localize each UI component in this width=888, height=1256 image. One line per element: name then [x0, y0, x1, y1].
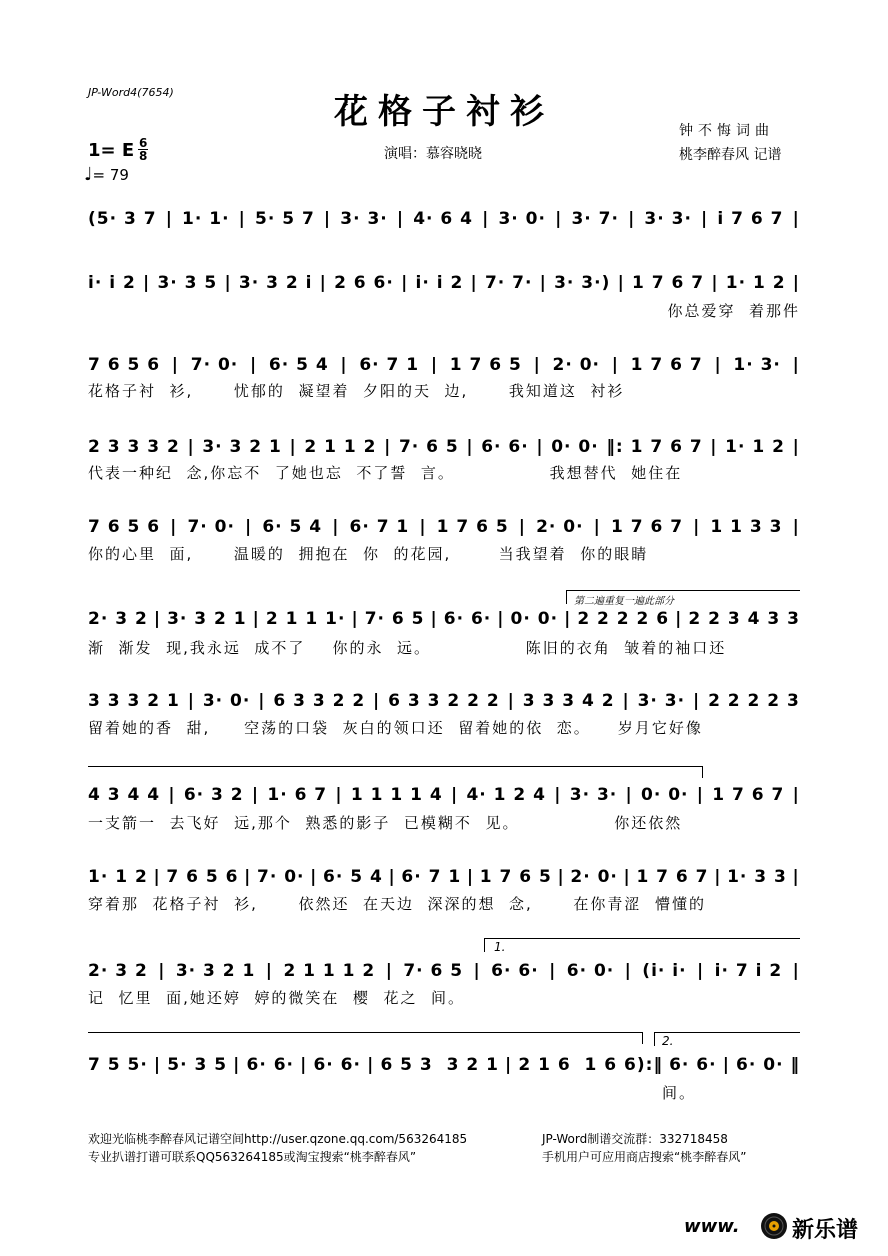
measure: 7 5 5·: [88, 1055, 148, 1075]
volta-1-bracket-continuation: [88, 1032, 642, 1033]
measure: 1· 1 2: [725, 437, 785, 457]
measure: 7· 0·: [190, 355, 239, 375]
measure: 1 7 6 7: [636, 867, 709, 887]
measure: 2 1 1 1·: [265, 609, 346, 629]
measure: 3· 7·: [571, 209, 619, 229]
measure: 6· 6·: [246, 1055, 294, 1075]
measure: 6· 5 4: [323, 867, 383, 887]
measure: 6· 5 4: [262, 517, 323, 537]
measure: 6· 5 4: [268, 355, 329, 375]
notation-line-2: i· i 2 | 3· 3 5 | 3· 3 2 i | 2 6 6· | i· i 2 | 7· 7· | 3· 3·) | 1 7 6 7 | 1· 1 2 |: [88, 273, 800, 293]
measure: 6 3 3 2 2: [273, 691, 366, 711]
lyric-line-10: 记 忆里 面,她还婷 婷的微笑在 樱 花之 间。: [88, 989, 465, 1007]
singer: 演唱：慕容晓晓: [384, 146, 482, 162]
measure: 6· 6·: [313, 1055, 361, 1075]
measure: 5· 5 7: [255, 209, 315, 229]
notation-line-9: 1· 1 2 | 7 6 5 6 | 7· 0· | 6· 5 4 | 6· 7 1 | 1 7 6 5 | 2· 0· | 1 7 6 7 | 1· 3 3 |: [88, 867, 800, 887]
measure: 3· 3 5: [157, 273, 218, 293]
tempo-mark: [84, 164, 129, 185]
lyric-line-2: 你总爱穿 着那件: [667, 302, 800, 320]
song-title: 花格子衬衫: [334, 92, 554, 132]
volta-1-tick: [484, 938, 485, 952]
measure: 1 7 6 7: [632, 273, 705, 293]
measure: 6· 7 1: [359, 355, 420, 375]
measure: i· i 2: [88, 273, 136, 293]
lyric-line-6: 渐 渐发 现,我永远 成不了 你的永 远。 陈旧的衣角 皱着的袖口还: [88, 639, 727, 657]
measure: 3· 3·: [569, 785, 618, 805]
volta-1-end: [642, 1032, 643, 1044]
measure: 6· 0·: [566, 961, 615, 981]
measure: 1 7 6 5: [479, 867, 552, 887]
measure: 6· 6·: [491, 961, 539, 981]
measure: 1 1 3 3: [710, 517, 783, 537]
measure: 2· 0·: [552, 355, 600, 375]
measure: 2 2 2 2 6: [577, 609, 670, 629]
brand-name: 新乐谱: [792, 1218, 859, 1243]
measure: 2 1 1 2: [304, 437, 377, 457]
notation-line-5: 7 6 5 6 | 7· 0· | 6· 5 4 | 6· 7 1 | 1 7 6 5 | 2· 0· | 1 7 6 7 | 1 1 3 3 |: [88, 517, 800, 537]
measure: 7· 6 5: [364, 609, 425, 629]
lyricist: 钟不悔词曲: [679, 123, 774, 139]
lyric-line-9: 穿着那 花格子衬 衫, 依然还 在天边 深深的想 念, 在你青涩 懵懂的: [88, 895, 706, 913]
measure: 7 6 5 6: [88, 517, 161, 537]
measure: 2 2 2 2 3: [708, 691, 800, 711]
notation-line-11: 7 5 5· | 5· 3 5 | 6· 6· | 6· 6· | 6 5 3 3 2 1 | 2 1 6 1 6 6):‖ 6· 6· | 6· 0· ‖: [88, 1055, 800, 1075]
measure: 4 3 4 4: [88, 785, 161, 805]
volta-2-tick: [654, 1032, 655, 1046]
measure: 6· 6·: [443, 609, 492, 629]
measure: 2· 0·: [536, 517, 584, 537]
measure: 3· 3·: [637, 691, 686, 711]
notation-line-10: 2· 3 2 | 3· 3 2 1 | 2 1 1 1 2 | 7· 6 5 | 6· 6· | 6· 0· | (i· i· | i· 7 i 2 |: [88, 961, 800, 981]
volta-1-bracket: [484, 938, 800, 939]
measure: 6· 7 1: [349, 517, 410, 537]
measure: 1· 1 2: [725, 273, 786, 293]
measure: 6· 6·: [481, 437, 529, 457]
measure: 7· 0·: [256, 867, 305, 887]
measure: 3 3 3 4 2: [522, 691, 615, 711]
measure: 2· 3 2: [88, 609, 148, 629]
measure: 2 1 1 1 2: [283, 961, 376, 981]
lyric-line-4: 代表一种纪 念,你忘不 了她也忘 不了誓 言。 我想替代 她住在: [88, 464, 683, 482]
repeat-label: 第二遍重复一遍此部分: [574, 596, 674, 607]
measure: i· 7 i 2: [714, 961, 783, 981]
measure: 1· 3 3: [727, 867, 787, 887]
measure: 0· 0·: [641, 785, 689, 805]
measure: 7· 6 5: [403, 961, 464, 981]
volta-2-label: 2.: [662, 1034, 674, 1048]
measure: (i· i·: [642, 961, 687, 981]
measure: 1 7 6 7: [610, 517, 684, 537]
measure: 2· 0·: [570, 867, 618, 887]
measure: 3 3 3 2 1: [88, 691, 180, 711]
measure: (5· 3 7: [88, 209, 157, 229]
measure: 3· 3 2 i: [238, 273, 313, 293]
measure: 1 7 6 7: [712, 785, 785, 805]
volta-2-bracket: [654, 1032, 800, 1033]
measure: 2 3 3 3 2: [88, 437, 180, 457]
volta-1-label: 1.: [494, 940, 506, 954]
measure: i 7 6 7: [717, 209, 784, 229]
transcriber: 桃李醉春风 记谱: [679, 147, 782, 163]
measure: 6· 3 2: [183, 785, 244, 805]
quarter-note-icon: ♩: [84, 164, 93, 185]
measure: 7 6 5 6: [166, 867, 239, 887]
notation-line-3: 7 6 5 6 | 7· 0· | 6· 5 4 | 6· 7 1 | 1 7 6 5 | 2· 0· | 1 7 6 7 | 1· 3· |: [88, 355, 800, 375]
tempo-value: = 79: [92, 166, 129, 184]
lyric-line-8: 一支箭一 去飞好 远,那个 熟悉的影子 已模糊不 见。 你还依然: [88, 814, 683, 832]
measure: 3· 0·: [202, 691, 251, 711]
notation-line-8: 4 3 4 4 | 6· 3 2 | 1· 6 7 | 1 1 1 1 4 | 4· 1 2 4 | 3· 3· | 0· 0· | 1 7 6 7 |: [88, 785, 800, 805]
measure: 7 6 5 6: [88, 355, 161, 375]
repeat-bracket: [566, 590, 800, 591]
measure: 3· 0·: [498, 209, 546, 229]
measure: 4· 6 4: [413, 209, 473, 229]
lyric-line-5: 你的心里 面, 温暖的 拥抱在 你 的花园, 当我望着 你的眼睛: [88, 545, 649, 563]
measure: 2 2 3 4 3 3: [688, 609, 800, 629]
measure: 1· 1·: [182, 209, 230, 229]
measure: 0· 0·: [510, 609, 559, 629]
measure: 1 1 1 1 4: [350, 785, 443, 805]
measure: 6· 7 1: [401, 867, 462, 887]
lyric-line-3: 花格子衬 衫, 忧郁的 凝望着 夕阳的天 边, 我知道这 衬衫: [88, 382, 625, 400]
measure: 7· 6 5: [398, 437, 459, 457]
measure: 6· 6·: [669, 1055, 717, 1075]
measure: i· i 2: [415, 273, 464, 293]
measure: 0· 0·: [551, 437, 599, 457]
measure: 3· 3 2 1: [202, 437, 282, 457]
measure: 2 1 6 1 6 6):‖: [518, 1055, 663, 1075]
measure: 2 6 6·: [334, 273, 394, 293]
measure: 1 7 6 5: [449, 355, 522, 375]
meter-bottom: 8: [139, 149, 148, 163]
footer-contact: 专业扒谱打谱可联系QQ563264185或淘宝搜索“桃李醉春风”: [88, 1150, 417, 1164]
notation-line-1: (5· 3 7 | 1· 1· | 5· 5 7 | 3· 3· | 4· 6 4 | 3· 0· | 3· 7· | 3· 3· | i 7 6 7 |: [88, 209, 800, 229]
measure: 1 7 6 5: [436, 517, 509, 537]
measure: ‖: 1 7 6 7: [606, 437, 703, 457]
key-signature: 1= E: [88, 140, 135, 161]
repeat-bracket-tick: [566, 590, 567, 604]
measure: 1 7 6 7: [630, 355, 703, 375]
notation-line-6: 2· 3 2 | 3· 3 2 1 | 2 1 1 1· | 7· 6 5 | 6· 6· | 0· 0· | 2 2 2 2 6 | 2 2 3 4 3 3: [88, 609, 800, 629]
measure: 3· 3·: [340, 209, 388, 229]
vinyl-record-icon: [760, 1212, 788, 1240]
brand-url: www.: [684, 1216, 740, 1237]
measure: 6 5 3 3 2 1: [380, 1055, 499, 1075]
measure: 6· 0· ‖: [736, 1055, 800, 1075]
footer-website: 欢迎光临桃李醉春风记谱空间http://user.qzone.qq.com/563264185: [88, 1132, 468, 1146]
ending-lyric: 间。: [662, 1084, 697, 1102]
measure: 7· 0·: [187, 517, 235, 537]
time-signature: [138, 137, 148, 162]
measure: 1· 6 7: [267, 785, 328, 805]
measure: 5· 3 5: [167, 1055, 228, 1075]
measure: 3· 3·: [644, 209, 692, 229]
measure: 1· 1 2: [88, 867, 148, 887]
app-label: JP-Word4(7654): [88, 86, 174, 99]
notation-line-7: 3 3 3 2 1 | 3· 0· | 6 3 3 2 2 | 6 3 3 2 2 2 | 3 3 3 4 2 | 3· 3· | 2 2 2 2 3: [88, 691, 800, 711]
measure: 7· 7·: [484, 273, 533, 293]
measure: 1· 3·: [733, 355, 781, 375]
notation-line-4: 2 3 3 3 2 | 3· 3 2 1 | 2 1 1 2 | 7· 6 5 | 6· 6· | 0· 0· ‖: 1 7 6 7 | 1· 1 2 |: [88, 437, 800, 457]
measure: 6 3 3 2 2 2: [388, 691, 500, 711]
lyric-line-7: 留着她的香 甜, 空荡的口袋 灰白的领口还 留着她的依 恋。 岁月它好像: [88, 719, 703, 737]
measure: 2· 3 2: [88, 961, 148, 981]
repeat-bracket-continuation: [88, 766, 702, 767]
measure: 3· 3·): [554, 273, 611, 293]
meter-top: 6: [139, 136, 148, 150]
measure: 3· 3 2 1: [167, 609, 247, 629]
footer-group: JP-Word制谱交流群：332718458: [542, 1132, 728, 1146]
measure: 3· 3 2 1: [175, 961, 256, 981]
footer-mobile: 手机用户可应用商店搜索“桃李醉春风”: [542, 1150, 747, 1164]
repeat-bracket-end: [702, 766, 703, 778]
measure: 4· 1 2 4: [466, 785, 546, 805]
